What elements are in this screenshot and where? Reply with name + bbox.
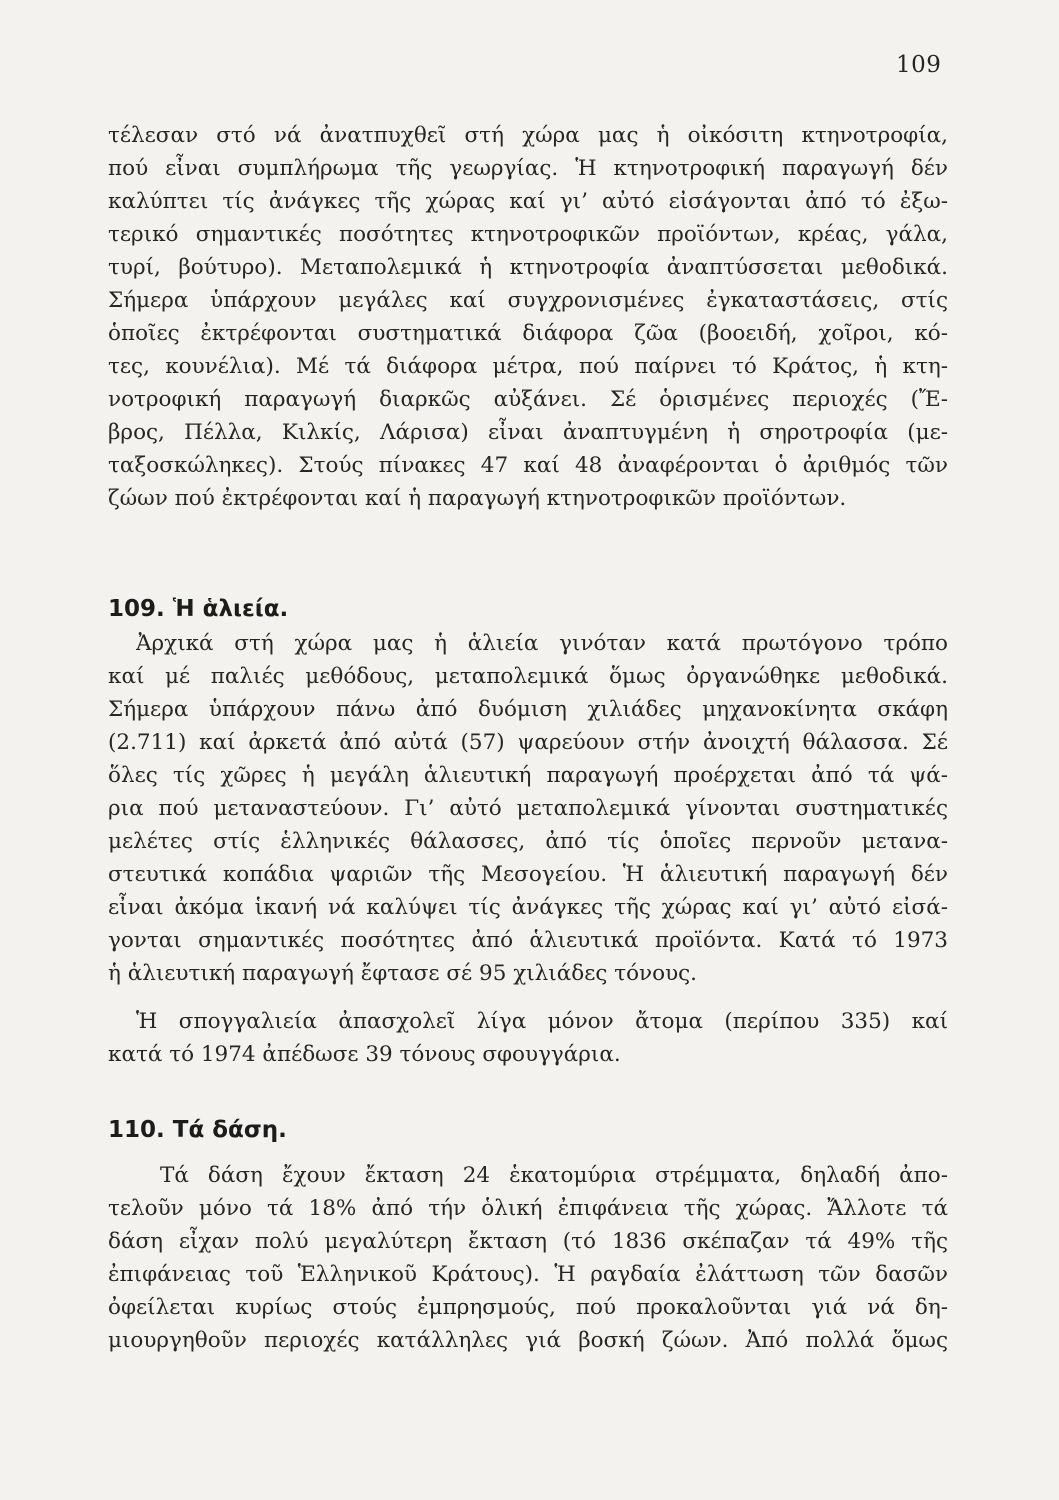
text-line: ταξοσκώληκες). Στούς πίνακες 47 καί 48 ἀναφέρονται ὁ ἀριθμός τῶν (108, 453, 948, 478)
text-line: ὁποῖες ἐκτρέφονται συστηματικά διάφορα ζῶα (βοοειδή, χοῖροι, κό- (108, 321, 948, 346)
text-line: τερικό σημαντικές ποσότητες κτηνοτροφικῶν προϊόντων, κρέας, γάλα, (108, 222, 948, 247)
section-heading-fishing: 109. Ἡ ἁλιεία. (108, 596, 289, 622)
text-line: τυρί, βούτυρο). Μεταπολεμικά ἡ κτηνοτροφία ἀναπτύσσεται μεθοδικά. (108, 255, 948, 280)
text-line: ἡ ἁλιευτική παραγωγή ἔφτασε σέ 95 χιλιάδες τόνους. (108, 961, 698, 986)
text-line: νοτροφική παραγωγή διαρκῶς αὐξάνει. Σέ ὁρισμένες περιοχές (Ἔ- (108, 387, 948, 412)
text-line: Ἡ σπογγαλιεία ἀπασχολεῖ λίγα μόνον ἄτομα (περίπου 335) καί (136, 1009, 948, 1034)
text-line: μιουργηθοῦν περιοχές κατάλληλες γιά βοσκή ζώων. Ἀπό πολλά ὅμως (108, 1328, 948, 1353)
text-line: ὀφείλεται κυρίως στούς ἐμπρησμούς, πού προκαλοῦνται γιά νά δη- (108, 1295, 948, 1320)
page-number: 109 (896, 52, 942, 78)
text-line: (2.711) καί ἀρκετά ἀπό αὐτά (57) ψαρεύουν στήν ἀνοιχτή θάλασσα. Σέ (108, 730, 948, 755)
text-line: ζώων πού ἐκτρέφονται καί ἡ παραγωγή κτηνοτροφικῶν προϊόντων. (108, 486, 847, 511)
text-line: στευτικά κοπάδια ψαριῶν τῆς Μεσογείου. Ἡ ἁλιευτική παραγωγή δέν (108, 862, 948, 887)
text-line: τες, κουνέλια). Μέ τά διάφορα μέτρα, πού παίρνει τό Κράτος, ἡ κτη- (108, 354, 948, 379)
text-line: τελοῦν μόνο τά 18% ἀπό τήν ὁλική ἐπιφάνεια τῆς χώρας. Ἄλλοτε τά (108, 1196, 948, 1221)
text-line: δάση εἶχαν πολύ μεγαλύτερη ἔκταση (τό 1836 σκέπαζαν τά 49% τῆς (108, 1229, 948, 1254)
text-line: μελέτες στίς ἑλληνικές θάλασσες, ἀπό τίς ὁποῖες περνοῦν μετανα- (108, 829, 948, 854)
text-line: τέλεσαν στό νά ἀνατπυχθεῖ στή χώρα μας ἡ οἰκόσιτη κτηνοτροφία, (108, 123, 948, 148)
text-line: εἶναι ἀκόμα ἱκανή νά καλύψει τίς ἀνάγκες τῆς χώρας καί γι’ αὐτό εἰσά- (108, 895, 948, 920)
text-line: κατά τό 1974 ἀπέδωσε 39 τόνους σφουγγάρια. (108, 1042, 621, 1067)
text-line: βρος, Πέλλα, Κιλκίς, Λάρισα) εἶναι ἀναπτυγμένη ἡ σηροτροφία (με- (108, 420, 948, 445)
text-line: ὅλες τίς χῶρες ἡ μεγάλη ἁλιευτική παραγωγή προέρχεται ἀπό τά ψά- (108, 763, 948, 788)
text-line: ρια πού μεταναστεύουν. Γι’ αὐτό μεταπολεμικά γίνονται συστηματικές (108, 796, 948, 821)
text-line: Τά δάση ἔχουν ἔκταση 24 ἑκατομύρια στρέμματα, δηλαδή ἀπο- (160, 1163, 948, 1188)
text-line: ἐπιφάνειας τοῦ Ἑλληνικοῦ Κράτους). Ἡ ραγδαία ἐλάττωση τῶν δασῶν (108, 1262, 948, 1287)
text-line: Σήμερα ὑπάρχουν μεγάλες καί συγχρονισμένες ἐγκαταστάσεις, στίς (108, 288, 948, 313)
text-line: Σήμερα ὑπάρχουν πάνω ἀπό δυόμιση χιλιάδες μηχανοκίνητα σκάφη (108, 697, 948, 722)
section-heading-forests: 110. Τά δάση. (108, 1117, 287, 1143)
text-line: Ἀρχικά στή χώρα μας ἡ ἁλιεία γινόταν κατά πρωτόγονο τρόπο (136, 631, 948, 656)
text-line: καλύπτει τίς ἀνάγκες τῆς χώρας καί γι’ αὐτό εἰσάγονται ἀπό τό ἐξω- (108, 189, 948, 214)
text-line: πού εἶναι συμπλήρωμα τῆς γεωργίας. Ἡ κτηνοτροφική παραγωγή δέν (108, 156, 948, 181)
text-line: καί μέ παλιές μεθόδους, μεταπολεμικά ὅμως ὀργανώθηκε μεθοδικά. (108, 664, 948, 689)
text-line: γονται σημαντικές ποσότητες ἀπό ἁλιευτικά προϊόντα. Κατά τό 1973 (108, 928, 948, 953)
